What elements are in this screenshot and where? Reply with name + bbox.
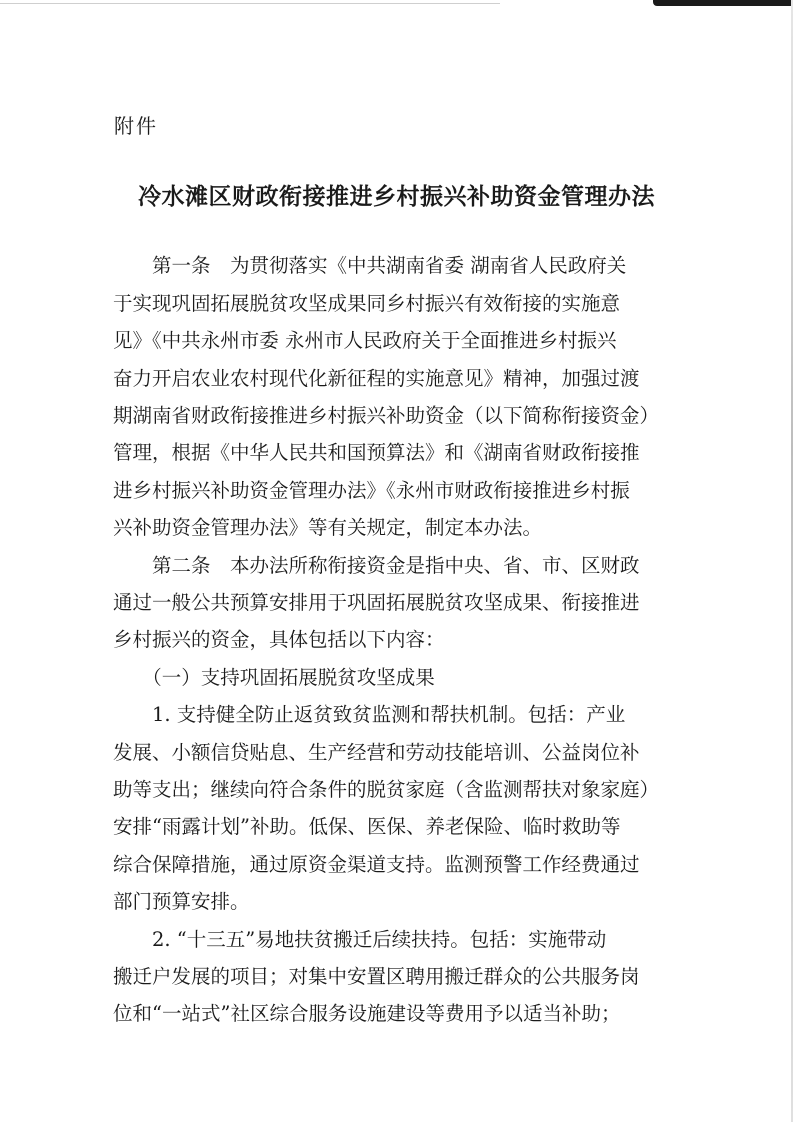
body-line: 2. “十三五”易地扶贫搬迁后续扶持。包括：实施带动: [113, 928, 607, 951]
body-line: 乡村振兴的资金，具体包括以下内容：: [113, 628, 445, 651]
body-line: 期湖南省财政衔接推进乡村振兴补助资金（以下简称衔接资金）: [113, 404, 660, 427]
body-line: 管理，根据《中华人民共和国预算法》和《湖南省财政衔接推: [113, 441, 640, 464]
body-line: 通过一般公共预算安排用于巩固拓展脱贫攻坚成果、衔接推进: [113, 591, 640, 614]
body-line: 发展、小额信贷贴息、生产经营和劳动技能培训、公益岗位补: [113, 741, 640, 764]
body-line: 第二条 本办法所称衔接资金是指中央、省、市、区财政: [113, 554, 640, 577]
body-line: 搬迁户发展的项目；对集中安置区聘用搬迁群众的公共服务岗: [113, 965, 640, 988]
body-line: 于实现巩固拓展脱贫攻坚成果同乡村振兴有效衔接的实施意: [113, 292, 621, 315]
body-line: 助等支出；继续向符合条件的脱贫家庭（含监测帮扶对象家庭）: [113, 778, 660, 801]
body-line: 见》《中共永州市委 永州市人民政府关于全面推进乡村振兴: [113, 329, 617, 352]
body-line: （一）支持巩固拓展脱贫攻坚成果: [113, 666, 435, 689]
body-line: 1. 支持健全防止返贫致贫监测和帮扶机制。包括：产业: [113, 703, 626, 726]
document-title: 冷水滩区财政衔接推进乡村振兴补助资金管理办法: [138, 183, 655, 210]
body-line: 综合保障措施，通过原资金渠道支持。监测预警工作经费通过: [113, 853, 640, 876]
body-line: 兴补助资金管理办法》等有关规定，制定本办法。: [113, 516, 543, 539]
attachment-label: 附件: [114, 114, 158, 138]
body-line: 安排“雨露计划”补助。低保、医保、养老保险、临时救助等: [113, 815, 621, 838]
scan-top-line: [0, 3, 500, 4]
body-line: 奋力开启农业农村现代化新征程的实施意见》精神，加强过渡: [113, 367, 640, 390]
body-line: 部门预算安排。: [113, 890, 250, 913]
body-line: 进乡村振兴补助资金管理办法》《永州市财政衔接推进乡村振: [113, 479, 630, 502]
body-line: 第一条 为贯彻落实《中共湖南省委 湖南省人民政府关: [113, 254, 627, 277]
body-line: 位和“一站式”社区综合服务设施建设等费用予以适当补助；: [113, 1002, 621, 1025]
scan-top-mark: [653, 0, 793, 6]
